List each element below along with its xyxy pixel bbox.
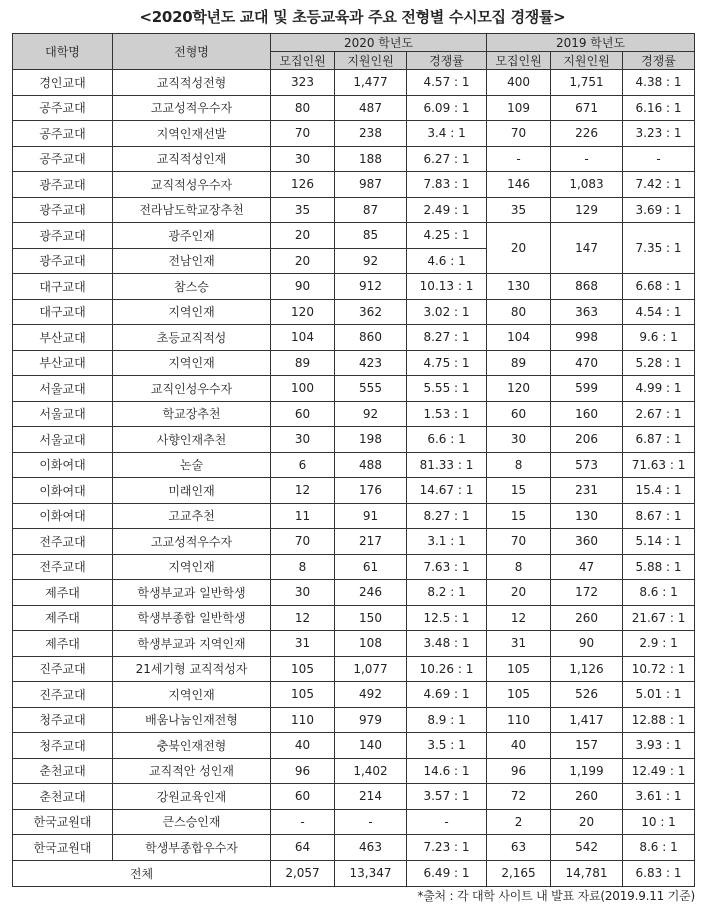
cell-ratio-2019: 71.63 : 1: [623, 452, 695, 478]
cell-track: 초등교직적성: [113, 325, 271, 351]
cell-ratio-2019: 5.88 : 1: [623, 554, 695, 580]
cell-recruit-2020: 70: [271, 121, 335, 147]
cell-ratio-2020: 3.5 : 1: [407, 733, 487, 759]
cell-track: 전라남도학교장추천: [113, 197, 271, 223]
cell-recruit-2020: 60: [271, 784, 335, 810]
cell-recruit-2020: 30: [271, 146, 335, 172]
cell-recruit-2019: 96: [487, 758, 551, 784]
cell-recruit-2019: 20: [487, 580, 551, 606]
cell-recruit-2020: 105: [271, 656, 335, 682]
cell-applicants-2020: 488: [335, 452, 407, 478]
cell-ratio-2019: 8.6 : 1: [623, 835, 695, 861]
table-row: [13, 376, 695, 402]
cell-ratio-2019: 12.88 : 1: [623, 707, 695, 733]
cell-ratio-2019: 8.6 : 1: [623, 580, 695, 606]
header-ratio-2019: 경쟁률: [623, 52, 695, 70]
cell-recruit-2020: -: [271, 809, 335, 835]
cell-track: 고교성적우수자: [113, 95, 271, 121]
cell-recruit-2020: 12: [271, 605, 335, 631]
cell-applicants-2020: 463: [335, 835, 407, 861]
cell-ratio-2019: 2.67 : 1: [623, 401, 695, 427]
cell-ratio-2019: 7.42 : 1: [623, 172, 695, 198]
cell-applicants-2019: 1,126: [551, 656, 623, 682]
cell-applicants-2020: 246: [335, 580, 407, 606]
cell-university: 이화여대: [13, 503, 113, 529]
cell-recruit-2020: 20: [271, 248, 335, 274]
cell-applicants-2020: -: [335, 809, 407, 835]
table-row: [13, 529, 695, 555]
cell-recruit-2020: 40: [271, 733, 335, 759]
cell-applicants-2020: 362: [335, 299, 407, 325]
cell-applicants-2019: 573: [551, 452, 623, 478]
table-row: [13, 631, 695, 657]
table-row: [13, 401, 695, 427]
cell-university: 공주교대: [13, 146, 113, 172]
cell-applicants-2020: 108: [335, 631, 407, 657]
cell-applicants-2020: 987: [335, 172, 407, 198]
header-year-2019: 2019 학년도: [487, 34, 695, 52]
cell-ratio-2020: 14.6 : 1: [407, 758, 487, 784]
cell-track: 논술: [113, 452, 271, 478]
cell-ratio-2019: 4.99 : 1: [623, 376, 695, 402]
cell-university: 진주교대: [13, 682, 113, 708]
cell-track: 학생부종합 일반학생: [113, 605, 271, 631]
page-title: <2020학년도 교대 및 초등교육과 주요 전형별 수시모집 경쟁률>: [139, 8, 566, 26]
cell-applicants-2019: 1,417: [551, 707, 623, 733]
competition-rate-table: [12, 33, 695, 887]
cell-ratio-2020: 8.2 : 1: [407, 580, 487, 606]
cell-applicants-2019: 542: [551, 835, 623, 861]
cell-applicants-2019: 599: [551, 376, 623, 402]
cell-track: 지역인재: [113, 682, 271, 708]
cell-recruit-2020: 100: [271, 376, 335, 402]
header-university: 대학명: [13, 34, 113, 70]
cell-track: 학생부교과 일반학생: [113, 580, 271, 606]
cell-ratio-2020: 10.13 : 1: [407, 274, 487, 300]
cell-applicants-2020: 423: [335, 350, 407, 376]
cell-ratio-2020: 4.75 : 1: [407, 350, 487, 376]
cell-track: 미래인재: [113, 478, 271, 504]
cell-applicants-2020: 188: [335, 146, 407, 172]
cell-recruit-2020: 70: [271, 529, 335, 555]
cell-ratio-2020: 10.26 : 1: [407, 656, 487, 682]
cell-track: 교직인성우수자: [113, 376, 271, 402]
cell-university: 광주교대: [13, 172, 113, 198]
cell-ratio-2019: 3.69 : 1: [623, 197, 695, 223]
cell-recruit-2019: 105: [487, 656, 551, 682]
cell-ratio-2020: 81.33 : 1: [407, 452, 487, 478]
cell-recruit-2019: 31: [487, 631, 551, 657]
table-row: [13, 809, 695, 835]
cell-ratio-2020: 6.27 : 1: [407, 146, 487, 172]
cell-applicants-2020: 92: [335, 248, 407, 274]
cell-ratio-2020: 14.67 : 1: [407, 478, 487, 504]
total-recruit-2019: 2,165: [487, 860, 551, 886]
cell-ratio-2019: 2.9 : 1: [623, 631, 695, 657]
cell-track: 지역인재: [113, 350, 271, 376]
cell-ratio-2020: 4.69 : 1: [407, 682, 487, 708]
cell-applicants-2019: 1,751: [551, 70, 623, 96]
cell-ratio-2019: 6.68 : 1: [623, 274, 695, 300]
cell-recruit-2019: 109: [487, 95, 551, 121]
cell-university: 경인교대: [13, 70, 113, 96]
cell-recruit-2020: 126: [271, 172, 335, 198]
cell-ratio-2019: 4.38 : 1: [623, 70, 695, 96]
cell-track: 21세기형 교직적성자: [113, 656, 271, 682]
table-row: [13, 656, 695, 682]
cell-university: 광주교대: [13, 223, 113, 249]
cell-university: 서울교대: [13, 427, 113, 453]
cell-recruit-2020: 20: [271, 223, 335, 249]
table-row: [13, 121, 695, 147]
cell-ratio-2019: 7.35 : 1: [623, 223, 695, 274]
cell-recruit-2019: 63: [487, 835, 551, 861]
cell-ratio-2020: 3.02 : 1: [407, 299, 487, 325]
cell-ratio-2020: 3.48 : 1: [407, 631, 487, 657]
cell-track: 참스승: [113, 274, 271, 300]
cell-university: 이화여대: [13, 478, 113, 504]
cell-ratio-2020: 8.9 : 1: [407, 707, 487, 733]
cell-recruit-2019: 80: [487, 299, 551, 325]
table-row: [13, 223, 695, 249]
cell-ratio-2020: -: [407, 809, 487, 835]
cell-ratio-2020: 7.23 : 1: [407, 835, 487, 861]
cell-applicants-2019: 160: [551, 401, 623, 427]
cell-ratio-2020: 3.4 : 1: [407, 121, 487, 147]
table-body: [13, 70, 695, 861]
cell-applicants-2019: 260: [551, 605, 623, 631]
cell-recruit-2019: 40: [487, 733, 551, 759]
cell-ratio-2020: 3.1 : 1: [407, 529, 487, 555]
cell-track: 충북인재전형: [113, 733, 271, 759]
total-ratio-2019: 6.83 : 1: [623, 860, 695, 886]
cell-university: 제주대: [13, 605, 113, 631]
cell-university: 대구교대: [13, 274, 113, 300]
table-row: [13, 325, 695, 351]
cell-university: 공주교대: [13, 95, 113, 121]
cell-university: 광주교대: [13, 248, 113, 274]
cell-ratio-2019: 10.72 : 1: [623, 656, 695, 682]
table-row: [13, 554, 695, 580]
table-row: [13, 172, 695, 198]
cell-ratio-2019: 6.16 : 1: [623, 95, 695, 121]
table-row: [13, 95, 695, 121]
cell-university: 전주교대: [13, 554, 113, 580]
table-row: [13, 605, 695, 631]
total-applicants-2019: 14,781: [551, 860, 623, 886]
cell-recruit-2019: 130: [487, 274, 551, 300]
cell-track: 학생부종합우수자: [113, 835, 271, 861]
cell-applicants-2019: 260: [551, 784, 623, 810]
header-applicants-2020: 지원인원: [335, 52, 407, 70]
cell-track: 광주인재: [113, 223, 271, 249]
table-row: [13, 146, 695, 172]
cell-track: 전남인재: [113, 248, 271, 274]
cell-track: 학생부교과 지역인재: [113, 631, 271, 657]
table-row: [13, 835, 695, 861]
cell-university: 부산교대: [13, 325, 113, 351]
cell-university: 공주교대: [13, 121, 113, 147]
cell-applicants-2019: 470: [551, 350, 623, 376]
cell-recruit-2019: 35: [487, 197, 551, 223]
cell-recruit-2020: 104: [271, 325, 335, 351]
cell-university: 춘천교대: [13, 784, 113, 810]
total-row: [13, 860, 695, 886]
cell-ratio-2020: 2.49 : 1: [407, 197, 487, 223]
cell-recruit-2020: 105: [271, 682, 335, 708]
cell-recruit-2020: 90: [271, 274, 335, 300]
cell-applicants-2019: 998: [551, 325, 623, 351]
cell-applicants-2020: 912: [335, 274, 407, 300]
cell-applicants-2019: 231: [551, 478, 623, 504]
cell-recruit-2019: 12: [487, 605, 551, 631]
cell-recruit-2019: 110: [487, 707, 551, 733]
cell-applicants-2020: 198: [335, 427, 407, 453]
cell-ratio-2020: 1.53 : 1: [407, 401, 487, 427]
total-applicants-2020: 13,347: [335, 860, 407, 886]
cell-recruit-2019: 400: [487, 70, 551, 96]
cell-applicants-2020: 487: [335, 95, 407, 121]
cell-applicants-2019: 206: [551, 427, 623, 453]
cell-recruit-2019: 146: [487, 172, 551, 198]
cell-track: 지역인재: [113, 299, 271, 325]
cell-applicants-2019: -: [551, 146, 623, 172]
cell-applicants-2020: 217: [335, 529, 407, 555]
cell-recruit-2020: 30: [271, 580, 335, 606]
cell-applicants-2019: 526: [551, 682, 623, 708]
cell-recruit-2019: 89: [487, 350, 551, 376]
cell-track: 강원교육인재: [113, 784, 271, 810]
cell-ratio-2020: 4.25 : 1: [407, 223, 487, 249]
cell-applicants-2019: 130: [551, 503, 623, 529]
cell-ratio-2020: 12.5 : 1: [407, 605, 487, 631]
cell-applicants-2019: 226: [551, 121, 623, 147]
cell-recruit-2019: 60: [487, 401, 551, 427]
cell-university: 전주교대: [13, 529, 113, 555]
cell-ratio-2019: 5.28 : 1: [623, 350, 695, 376]
cell-recruit-2019: 30: [487, 427, 551, 453]
cell-applicants-2019: 1,199: [551, 758, 623, 784]
cell-recruit-2020: 11: [271, 503, 335, 529]
cell-applicants-2020: 214: [335, 784, 407, 810]
header-applicants-2019: 지원인원: [551, 52, 623, 70]
cell-university: 서울교대: [13, 401, 113, 427]
cell-university: 진주교대: [13, 656, 113, 682]
cell-applicants-2019: 129: [551, 197, 623, 223]
table-row: [13, 70, 695, 96]
cell-recruit-2020: 35: [271, 197, 335, 223]
cell-ratio-2019: 3.93 : 1: [623, 733, 695, 759]
cell-university: 서울교대: [13, 376, 113, 402]
cell-recruit-2019: 120: [487, 376, 551, 402]
cell-recruit-2019: 15: [487, 478, 551, 504]
cell-track: 교직적성우수자: [113, 172, 271, 198]
cell-recruit-2020: 120: [271, 299, 335, 325]
total-recruit-2020: 2,057: [271, 860, 335, 886]
cell-applicants-2019: 172: [551, 580, 623, 606]
header-ratio-2020: 경쟁률: [407, 52, 487, 70]
cell-track: 지역인재: [113, 554, 271, 580]
cell-applicants-2020: 176: [335, 478, 407, 504]
cell-recruit-2020: 12: [271, 478, 335, 504]
cell-track: 교직적안 성인재: [113, 758, 271, 784]
cell-ratio-2019: 6.87 : 1: [623, 427, 695, 453]
cell-recruit-2020: 80: [271, 95, 335, 121]
cell-ratio-2019: 3.23 : 1: [623, 121, 695, 147]
cell-ratio-2020: 5.55 : 1: [407, 376, 487, 402]
cell-ratio-2020: 7.63 : 1: [407, 554, 487, 580]
cell-university: 청주교대: [13, 707, 113, 733]
cell-track: 고교성적우수자: [113, 529, 271, 555]
cell-university: 제주대: [13, 580, 113, 606]
cell-applicants-2019: 157: [551, 733, 623, 759]
cell-recruit-2020: 96: [271, 758, 335, 784]
cell-ratio-2019: 12.49 : 1: [623, 758, 695, 784]
table-row: [13, 427, 695, 453]
cell-recruit-2019: 70: [487, 529, 551, 555]
cell-university: 부산교대: [13, 350, 113, 376]
cell-recruit-2019: 20: [487, 223, 551, 274]
cell-university: 한국교원대: [13, 809, 113, 835]
cell-applicants-2020: 85: [335, 223, 407, 249]
cell-track: 큰스승인재: [113, 809, 271, 835]
cell-applicants-2020: 1,077: [335, 656, 407, 682]
cell-ratio-2019: 10 : 1: [623, 809, 695, 835]
cell-ratio-2019: 9.6 : 1: [623, 325, 695, 351]
table-row: [13, 197, 695, 223]
cell-track: 사향인재추천: [113, 427, 271, 453]
cell-recruit-2019: 2: [487, 809, 551, 835]
cell-recruit-2019: 15: [487, 503, 551, 529]
cell-recruit-2019: 8: [487, 452, 551, 478]
cell-ratio-2019: 5.01 : 1: [623, 682, 695, 708]
cell-university: 한국교원대: [13, 835, 113, 861]
cell-applicants-2020: 238: [335, 121, 407, 147]
header-track: 전형명: [113, 34, 271, 70]
cell-applicants-2020: 150: [335, 605, 407, 631]
cell-university: 제주대: [13, 631, 113, 657]
cell-applicants-2019: 90: [551, 631, 623, 657]
cell-recruit-2020: 323: [271, 70, 335, 96]
cell-recruit-2020: 6: [271, 452, 335, 478]
cell-track: 교직적성전형: [113, 70, 271, 96]
cell-university: 청주교대: [13, 733, 113, 759]
cell-applicants-2020: 555: [335, 376, 407, 402]
total-ratio-2020: 6.49 : 1: [407, 860, 487, 886]
cell-applicants-2019: 1,083: [551, 172, 623, 198]
cell-university: 춘천교대: [13, 758, 113, 784]
header-recruit-2020: 모집인원: [271, 52, 335, 70]
table-row: [13, 350, 695, 376]
header-recruit-2019: 모집인원: [487, 52, 551, 70]
cell-ratio-2020: 6.09 : 1: [407, 95, 487, 121]
cell-track: 교직적성인재: [113, 146, 271, 172]
table-row: [13, 733, 695, 759]
cell-recruit-2019: 104: [487, 325, 551, 351]
cell-applicants-2020: 1,402: [335, 758, 407, 784]
cell-ratio-2020: 4.6 : 1: [407, 248, 487, 274]
cell-ratio-2020: 8.27 : 1: [407, 325, 487, 351]
table-row: [13, 274, 695, 300]
cell-applicants-2019: 20: [551, 809, 623, 835]
cell-recruit-2020: 31: [271, 631, 335, 657]
cell-applicants-2020: 860: [335, 325, 407, 351]
table-row: [13, 682, 695, 708]
cell-ratio-2019: 15.4 : 1: [623, 478, 695, 504]
cell-recruit-2019: 105: [487, 682, 551, 708]
cell-applicants-2020: 92: [335, 401, 407, 427]
cell-ratio-2020: 7.83 : 1: [407, 172, 487, 198]
cell-ratio-2019: 4.54 : 1: [623, 299, 695, 325]
cell-recruit-2020: 30: [271, 427, 335, 453]
cell-ratio-2020: 6.6 : 1: [407, 427, 487, 453]
table-row: [13, 503, 695, 529]
cell-applicants-2020: 61: [335, 554, 407, 580]
cell-ratio-2019: 8.67 : 1: [623, 503, 695, 529]
cell-recruit-2020: 8: [271, 554, 335, 580]
cell-applicants-2020: 91: [335, 503, 407, 529]
cell-track: 배움나눔인재전형: [113, 707, 271, 733]
cell-applicants-2020: 492: [335, 682, 407, 708]
cell-applicants-2019: 47: [551, 554, 623, 580]
cell-applicants-2019: 360: [551, 529, 623, 555]
table-row: [13, 452, 695, 478]
cell-ratio-2019: 21.67 : 1: [623, 605, 695, 631]
cell-recruit-2020: 89: [271, 350, 335, 376]
table-row: [13, 707, 695, 733]
cell-ratio-2019: -: [623, 146, 695, 172]
cell-applicants-2020: 979: [335, 707, 407, 733]
table-row: [13, 758, 695, 784]
cell-applicants-2019: 363: [551, 299, 623, 325]
table-row: [13, 478, 695, 504]
cell-ratio-2020: 4.57 : 1: [407, 70, 487, 96]
header-year-2020: 2020 학년도: [271, 34, 487, 52]
source-note: *출처 : 각 대학 사이트 내 발표 자료(2019.9.11 기준): [417, 889, 695, 903]
table-row: [13, 580, 695, 606]
cell-recruit-2019: -: [487, 146, 551, 172]
cell-recruit-2019: 72: [487, 784, 551, 810]
cell-university: 광주교대: [13, 197, 113, 223]
cell-recruit-2019: 8: [487, 554, 551, 580]
table-row: [13, 784, 695, 810]
cell-university: 이화여대: [13, 452, 113, 478]
cell-ratio-2019: 5.14 : 1: [623, 529, 695, 555]
cell-ratio-2020: 8.27 : 1: [407, 503, 487, 529]
total-label: 전체: [13, 860, 271, 886]
cell-applicants-2019: 671: [551, 95, 623, 121]
cell-applicants-2020: 1,477: [335, 70, 407, 96]
cell-track: 고교추천: [113, 503, 271, 529]
cell-applicants-2019: 868: [551, 274, 623, 300]
cell-recruit-2020: 110: [271, 707, 335, 733]
cell-recruit-2019: 70: [487, 121, 551, 147]
table-row: [13, 299, 695, 325]
cell-recruit-2020: 60: [271, 401, 335, 427]
cell-ratio-2019: 3.61 : 1: [623, 784, 695, 810]
cell-recruit-2020: 64: [271, 835, 335, 861]
cell-university: 대구교대: [13, 299, 113, 325]
cell-track: 지역인재선발: [113, 121, 271, 147]
cell-applicants-2020: 87: [335, 197, 407, 223]
cell-ratio-2020: 3.57 : 1: [407, 784, 487, 810]
cell-applicants-2020: 140: [335, 733, 407, 759]
cell-applicants-2019: 147: [551, 223, 623, 274]
cell-track: 학교장추천: [113, 401, 271, 427]
